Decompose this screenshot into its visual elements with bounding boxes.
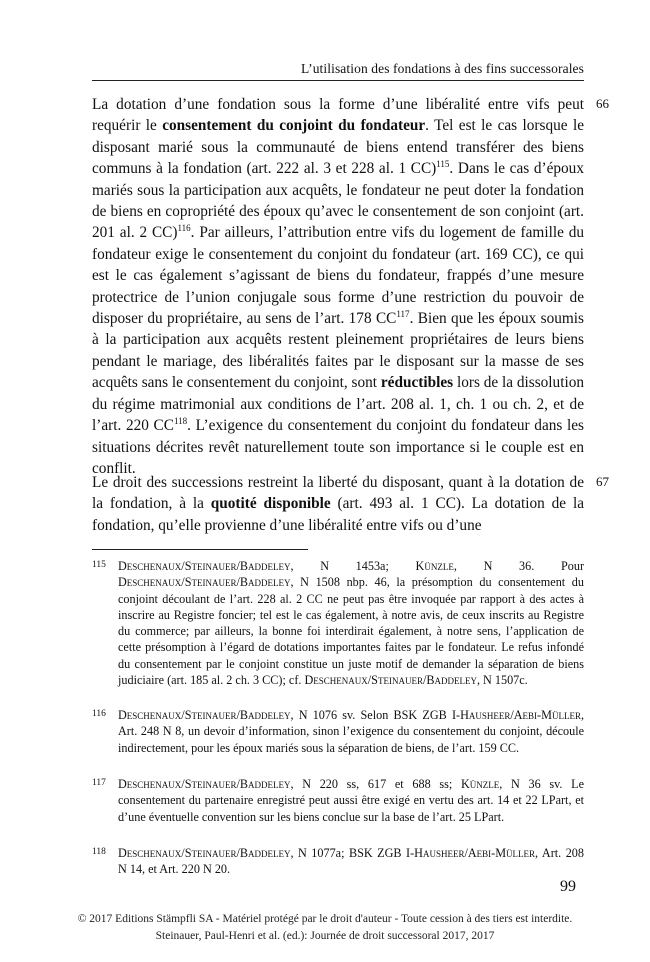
footnote-text: [118, 707, 584, 756]
text-run: , N 36 sv. Le consentement du partenaire enregistré peut aussi être exigé en vertu des art. 14 et 22 LPart, et d’une éventuelle convention sur les biens conclue sur la base de l’art. 25 LPart.: [118, 777, 584, 824]
footnote-number: 116: [92, 709, 106, 719]
text-run: . Tel est le cas lorsque le disposant marié sous la communauté de biens entend transférer des biens communs à la fondation (art. 222 al. 3 et 228 al. 1 CC): [92, 117, 584, 178]
text-run: . Dans le cas d’époux mariés sous la participation aux acquêts, le fondateur ne peut doter la fondation de biens en copropriété des époux qu’avec le consentement de son conjoint (art. 201 al. 2 CC): [92, 160, 584, 242]
author-names: Künzle: [460, 777, 500, 791]
text-run: , N 1077a; BSK ZGB I-: [290, 846, 415, 860]
page-number: 99: [560, 878, 576, 895]
footnote-separator: [92, 549, 308, 550]
footnote-117: [92, 776, 584, 825]
footnote-118: [92, 845, 584, 878]
footnote-number: 117: [92, 778, 106, 788]
footnote-text: [118, 776, 584, 825]
footnote-ref-115[interactable]: 115: [436, 159, 450, 170]
author-names: Hausheer/Aebi-Müller: [460, 708, 581, 722]
footnote-ref-116[interactable]: 116: [177, 223, 191, 234]
footnote-text: [118, 558, 584, 688]
paragraph-67: [92, 472, 584, 536]
text-run: , N 1507c.: [476, 673, 528, 688]
header-rule: [92, 80, 584, 81]
footnote-number: 115: [92, 560, 106, 570]
citation-line: Steinauer, Paul-Henri et al. (ed.): Journée de droit successoral 2017, 2017: [155, 930, 495, 942]
text-run: Le droit des successions restreint la liberté du disposant, quant à la dotation de la fondation, à la: [92, 474, 584, 513]
author-names: Deschenaux/Steinauer/Baddeley: [118, 708, 291, 722]
running-head: L’utilisation des fondations à des fins successorales: [301, 61, 584, 76]
author-names: Künzle: [415, 559, 454, 573]
text-run: . Bien que les époux soumis à la participation aux acquêts restent pleinement propriétaires de leurs biens pendant le mariage, des libéralités faites par le disposant sur la masse de ses acquêts sans le consentement du conjoint, sont: [92, 310, 585, 392]
footnote-115: [92, 558, 584, 688]
margin-number-66: 66: [596, 96, 609, 111]
text-run: , N 1453a;: [290, 559, 416, 573]
margin-number-67: 67: [596, 474, 609, 489]
author-names: Deschenaux/Steinauer/Baddeley: [304, 673, 477, 688]
author-names: Deschenaux/Steinauer/Baddeley: [118, 559, 291, 573]
author-names: Deschenaux/Steinauer/Baddeley: [118, 846, 291, 860]
author-names: Hausheer/Aebi-Müller: [414, 846, 536, 860]
footnote-116: [92, 707, 584, 756]
text-run: (art. 493 al. 1 CC). La dotation de la fondation, qu’elle provienne d’une libéralité entre vifs ou d’une: [92, 495, 584, 534]
footnote-ref-118[interactable]: 118: [173, 416, 188, 426]
text-run: , N 1076 sv. Selon BSK ZGB I-: [290, 708, 461, 722]
copyright-line: © 2017 Editions Stämpfli SA - Matériel protégé par le droit d'auteur - Toute cession à des tiers est interdite.: [77, 913, 573, 925]
text-run: , Art. 208 N 14, et Art. 220 N 20.: [118, 846, 584, 877]
text-run: La dotation d’une fondation sous la forme d’une libéralité entre vifs peut requérir le: [92, 96, 584, 135]
text-run: . Par ailleurs, l’attribution entre vifs du logement de famille du fondateur exige le consentement du conjoint du fondateur (art. 169 CC), ce qui est le cas également s’agissant de biens du fondateur, frappés d’une mesure protectrice de l’union conjugale sous forme d’une restriction du pouvoir de disposer du propriétaire, au sens de l’art. 178 CC: [92, 224, 584, 328]
text-run: . L’exigence du consentement du conjoint du fondateur dans les situations décrites revêt naturellement toute son importance si le couple est en conflit.: [92, 417, 584, 477]
text-run: , N 220 ss, 617 et 688 ss;: [290, 777, 461, 791]
author-names: Deschenaux/Steinauer/Baddeley: [118, 575, 291, 590]
bold-term: quotité disponible: [210, 495, 331, 513]
bold-term: réductibles: [380, 374, 454, 392]
text-run: lors de la dissolution du régime matrimonial aux conditions de l’art. 208 al. 1, ch. 1 ou ch. 2, et de l’art. 220 CC: [92, 374, 584, 435]
text-run: , N 1508 nbp. 46, la présomption du consentement du conjoint découlant de l’art. 228 al. 2 CC ne peut pas être invoquée par rapport à des actes à inscrire au Registre foncier; tel est le cas également, à notre avis, de ceux inscrits au Registre du commerce; par ailleurs, la bonne foi interdirait également, à notre sens, l’application de cette présomption à l’égard de dotations importantes faites par le fondateur. Le refus infondé du consentement par le conjoint constitue un juste motif de demander la séparation de biens judiciaire (art. 185 al. 2 ch. 3 CC); cf.: [118, 575, 584, 688]
text-run: , N 36. Pour: [453, 559, 584, 573]
author-names: Deschenaux/Steinauer/Baddeley: [118, 777, 291, 791]
footnote-ref-117[interactable]: 117: [396, 308, 410, 319]
footnote-text: [118, 845, 584, 878]
bold-term: consentement du conjoint du fondateur: [162, 117, 426, 135]
footnote-number: 118: [92, 847, 106, 857]
text-run: , Art. 248 N 8, un devoir d’information, sinon l’exigence du consentement du conjoint, découle indirectement, pour les époux mariés sous la séparation de biens, de l’art. 159 CC.: [118, 708, 584, 755]
paragraph-66: [92, 94, 584, 479]
